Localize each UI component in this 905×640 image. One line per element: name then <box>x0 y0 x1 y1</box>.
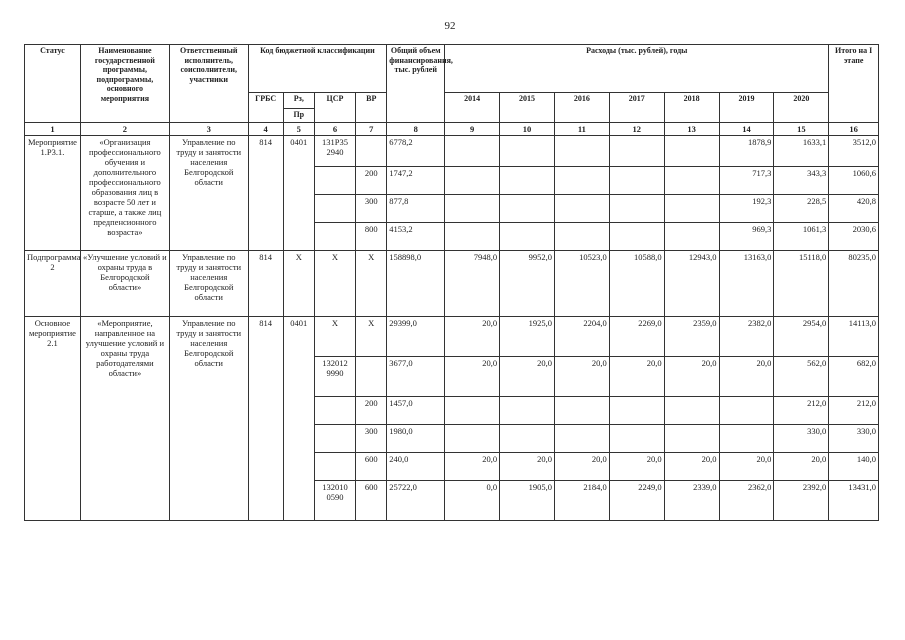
col-num: 11 <box>554 123 609 136</box>
year-value-cell: 228,5 <box>774 195 829 223</box>
year-value-cell: 562,0 <box>774 357 829 397</box>
csr-cell <box>314 195 355 223</box>
rzpr-cell: 0401 <box>283 317 314 521</box>
year-value-cell <box>445 195 500 223</box>
year-value-cell <box>554 167 609 195</box>
year-value-cell: 20,0 <box>774 453 829 481</box>
executor-cell: Управление по труду и занятости населения Белгородской области <box>169 251 248 317</box>
year-value-cell <box>500 223 555 251</box>
header-budget-code: Код бюджетной классификации <box>248 45 387 93</box>
col-num: 5 <box>283 123 314 136</box>
stage-total-cell: 420,8 <box>829 195 879 223</box>
csr-cell: Х <box>314 317 355 357</box>
year-value-cell: 12943,0 <box>664 251 719 317</box>
year-value-cell <box>719 397 774 425</box>
total-cell: 158898,0 <box>387 251 445 317</box>
csr-cell: 132010 0590 <box>314 481 355 521</box>
csr-cell <box>314 397 355 425</box>
header-year-2019: 2019 <box>719 93 774 123</box>
vr-cell: 300 <box>356 195 387 223</box>
name-cell: «Улучшение условий и охраны труда в Белгородской области» <box>80 251 169 317</box>
year-value-cell <box>500 195 555 223</box>
year-value-cell <box>554 397 609 425</box>
table-row <box>25 251 879 317</box>
header-year-2015: 2015 <box>500 93 555 123</box>
year-value-cell <box>500 167 555 195</box>
col-num: 14 <box>719 123 774 136</box>
year-value-cell: 343,3 <box>774 167 829 195</box>
col-num: 12 <box>609 123 664 136</box>
year-value-cell: 20,0 <box>719 453 774 481</box>
total-cell: 1457,0 <box>387 397 445 425</box>
csr-cell: 132012 9990 <box>314 357 355 397</box>
header-status: Статус <box>25 45 81 123</box>
csr-cell <box>314 453 355 481</box>
year-value-cell <box>554 425 609 453</box>
year-value-cell <box>664 223 719 251</box>
header-vr: ВР <box>356 93 387 123</box>
status-cell: Основное мероприятие 2.1 <box>25 317 81 521</box>
total-cell: 4153,2 <box>387 223 445 251</box>
stage-total-cell: 3512,0 <box>829 136 879 167</box>
csr-cell <box>314 223 355 251</box>
total-cell: 1747,2 <box>387 167 445 195</box>
total-cell: 25722,0 <box>387 481 445 521</box>
total-cell: 29399,0 <box>387 317 445 357</box>
year-value-cell: 1633,1 <box>774 136 829 167</box>
year-value-cell: 20,0 <box>445 317 500 357</box>
year-value-cell: 717,3 <box>719 167 774 195</box>
vr-cell: Х <box>356 317 387 357</box>
year-value-cell: 2204,0 <box>554 317 609 357</box>
year-value-cell: 7948,0 <box>445 251 500 317</box>
vr-cell: 300 <box>356 425 387 453</box>
table-body <box>25 136 879 521</box>
col-num: 15 <box>774 123 829 136</box>
col-num: 9 <box>445 123 500 136</box>
vr-cell <box>356 136 387 167</box>
grbs-cell: 814 <box>248 317 283 521</box>
header-total: Общий объем финансирования, тыс. рублей <box>387 45 445 123</box>
stage-total-cell: 1060,6 <box>829 167 879 195</box>
vr-cell: 800 <box>356 223 387 251</box>
status-cell: Мероприятие 1.Р3.1. <box>25 136 81 251</box>
year-value-cell <box>500 136 555 167</box>
year-value-cell: 2269,0 <box>609 317 664 357</box>
year-value-cell <box>719 425 774 453</box>
year-value-cell <box>500 397 555 425</box>
executor-cell: Управление по труду и занятости населения Белгородской области <box>169 136 248 251</box>
stage-total-cell: 330,0 <box>829 425 879 453</box>
vr-cell: 600 <box>356 453 387 481</box>
csr-cell <box>314 425 355 453</box>
year-value-cell: 20,0 <box>609 453 664 481</box>
stage-total-cell: 13431,0 <box>829 481 879 521</box>
year-value-cell <box>554 223 609 251</box>
year-value-cell: 20,0 <box>500 453 555 481</box>
year-value-cell: 1925,0 <box>500 317 555 357</box>
stage-total-cell: 212,0 <box>829 397 879 425</box>
vr-cell: 600 <box>356 481 387 521</box>
total-cell: 240,0 <box>387 453 445 481</box>
name-cell: «Организация профессионального обучения и дополнительного профессионального образования лиц в возрасте 50 лет и старше, а также лиц предпенсионного возраста» <box>80 136 169 251</box>
col-num: 13 <box>664 123 719 136</box>
year-value-cell: 13163,0 <box>719 251 774 317</box>
year-value-cell: 2184,0 <box>554 481 609 521</box>
year-value-cell <box>609 136 664 167</box>
header-pr: Пр <box>283 109 314 123</box>
name-cell: «Мероприятие, направленное на улучшение условий и охраны труда работодателями области» <box>80 317 169 521</box>
year-value-cell: 330,0 <box>774 425 829 453</box>
year-value-cell: 2392,0 <box>774 481 829 521</box>
year-value-cell <box>609 195 664 223</box>
total-cell: 1980,0 <box>387 425 445 453</box>
year-value-cell: 969,3 <box>719 223 774 251</box>
year-value-cell: 192,3 <box>719 195 774 223</box>
vr-cell <box>356 357 387 397</box>
vr-cell: Х <box>356 251 387 317</box>
year-value-cell: 10523,0 <box>554 251 609 317</box>
grbs-cell: 814 <box>248 251 283 317</box>
total-cell: 3677,0 <box>387 357 445 397</box>
year-value-cell <box>500 425 555 453</box>
year-value-cell: 2362,0 <box>719 481 774 521</box>
year-value-cell <box>445 223 500 251</box>
year-value-cell: 15118,0 <box>774 251 829 317</box>
year-value-cell: 20,0 <box>719 357 774 397</box>
stage-total-cell: 2030,6 <box>829 223 879 251</box>
header-year-2014: 2014 <box>445 93 500 123</box>
year-value-cell: 2249,0 <box>609 481 664 521</box>
total-cell: 6778,2 <box>387 136 445 167</box>
year-value-cell <box>445 425 500 453</box>
stage-total-cell: 14113,0 <box>829 317 879 357</box>
table-row <box>25 317 879 357</box>
csr-cell: Х <box>314 251 355 317</box>
year-value-cell: 1905,0 <box>500 481 555 521</box>
year-value-cell: 20,0 <box>445 357 500 397</box>
year-value-cell: 9952,0 <box>500 251 555 317</box>
year-value-cell: 20,0 <box>500 357 555 397</box>
grbs-cell: 814 <box>248 136 283 251</box>
rzpr-cell: Х <box>283 251 314 317</box>
year-value-cell <box>609 167 664 195</box>
stage-total-cell: 682,0 <box>829 357 879 397</box>
header-expenses: Расходы (тыс. рублей), годы <box>445 45 829 93</box>
year-value-cell: 2954,0 <box>774 317 829 357</box>
page-number: 92 <box>444 20 456 32</box>
col-num: 3 <box>169 123 248 136</box>
year-value-cell: 10588,0 <box>609 251 664 317</box>
year-value-cell <box>664 167 719 195</box>
year-value-cell: 20,0 <box>609 357 664 397</box>
header-year-2020: 2020 <box>774 93 829 123</box>
col-num: 6 <box>314 123 355 136</box>
header-executor: Ответственный исполнитель, соисполнители, участники <box>169 45 248 123</box>
year-value-cell <box>554 195 609 223</box>
header-year-2016: 2016 <box>554 93 609 123</box>
stage-total-cell: 80235,0 <box>829 251 879 317</box>
col-num: 2 <box>80 123 169 136</box>
year-value-cell: 20,0 <box>554 453 609 481</box>
year-value-cell <box>445 136 500 167</box>
csr-cell <box>314 167 355 195</box>
stage-total-cell: 140,0 <box>829 453 879 481</box>
year-value-cell: 20,0 <box>664 453 719 481</box>
col-num: 1 <box>25 123 81 136</box>
header-rz: Рз, <box>283 93 314 109</box>
year-value-cell <box>445 167 500 195</box>
rzpr-cell: 0401 <box>283 136 314 251</box>
year-value-cell <box>664 136 719 167</box>
csr-cell: 131Р35 2940 <box>314 136 355 167</box>
header-csr: ЦСР <box>314 93 355 123</box>
year-value-cell: 20,0 <box>554 357 609 397</box>
year-value-cell <box>445 397 500 425</box>
col-num: 7 <box>356 123 387 136</box>
budget-table-wrapper <box>24 44 879 521</box>
year-value-cell: 2359,0 <box>664 317 719 357</box>
year-value-cell <box>664 195 719 223</box>
col-num: 8 <box>387 123 445 136</box>
status-cell: Подпрограмма 2 <box>25 251 81 317</box>
header-name: Наименование государственной программы, подпрограммы, основного мероприятия <box>80 45 169 123</box>
header-year-2018: 2018 <box>664 93 719 123</box>
total-cell: 877,8 <box>387 195 445 223</box>
year-value-cell: 1061,3 <box>774 223 829 251</box>
year-value-cell: 20,0 <box>664 357 719 397</box>
year-value-cell <box>664 397 719 425</box>
year-value-cell <box>609 425 664 453</box>
header-year-2017: 2017 <box>609 93 664 123</box>
budget-table <box>24 44 879 521</box>
table-row <box>25 136 879 167</box>
year-value-cell: 0,0 <box>445 481 500 521</box>
col-num: 4 <box>248 123 283 136</box>
header-grbs: ГРБС <box>248 93 283 123</box>
year-value-cell <box>554 136 609 167</box>
year-value-cell: 2339,0 <box>664 481 719 521</box>
year-value-cell: 1878,9 <box>719 136 774 167</box>
executor-cell: Управление по труду и занятости населения Белгородской области <box>169 317 248 521</box>
year-value-cell: 20,0 <box>445 453 500 481</box>
year-value-cell <box>664 425 719 453</box>
year-value-cell: 2382,0 <box>719 317 774 357</box>
vr-cell: 200 <box>356 167 387 195</box>
col-num: 10 <box>500 123 555 136</box>
year-value-cell <box>609 223 664 251</box>
header-stage-total: Итого на I этапе <box>829 45 879 123</box>
year-value-cell <box>609 397 664 425</box>
col-num: 16 <box>829 123 879 136</box>
column-number-row <box>25 123 879 136</box>
year-value-cell: 212,0 <box>774 397 829 425</box>
vr-cell: 200 <box>356 397 387 425</box>
